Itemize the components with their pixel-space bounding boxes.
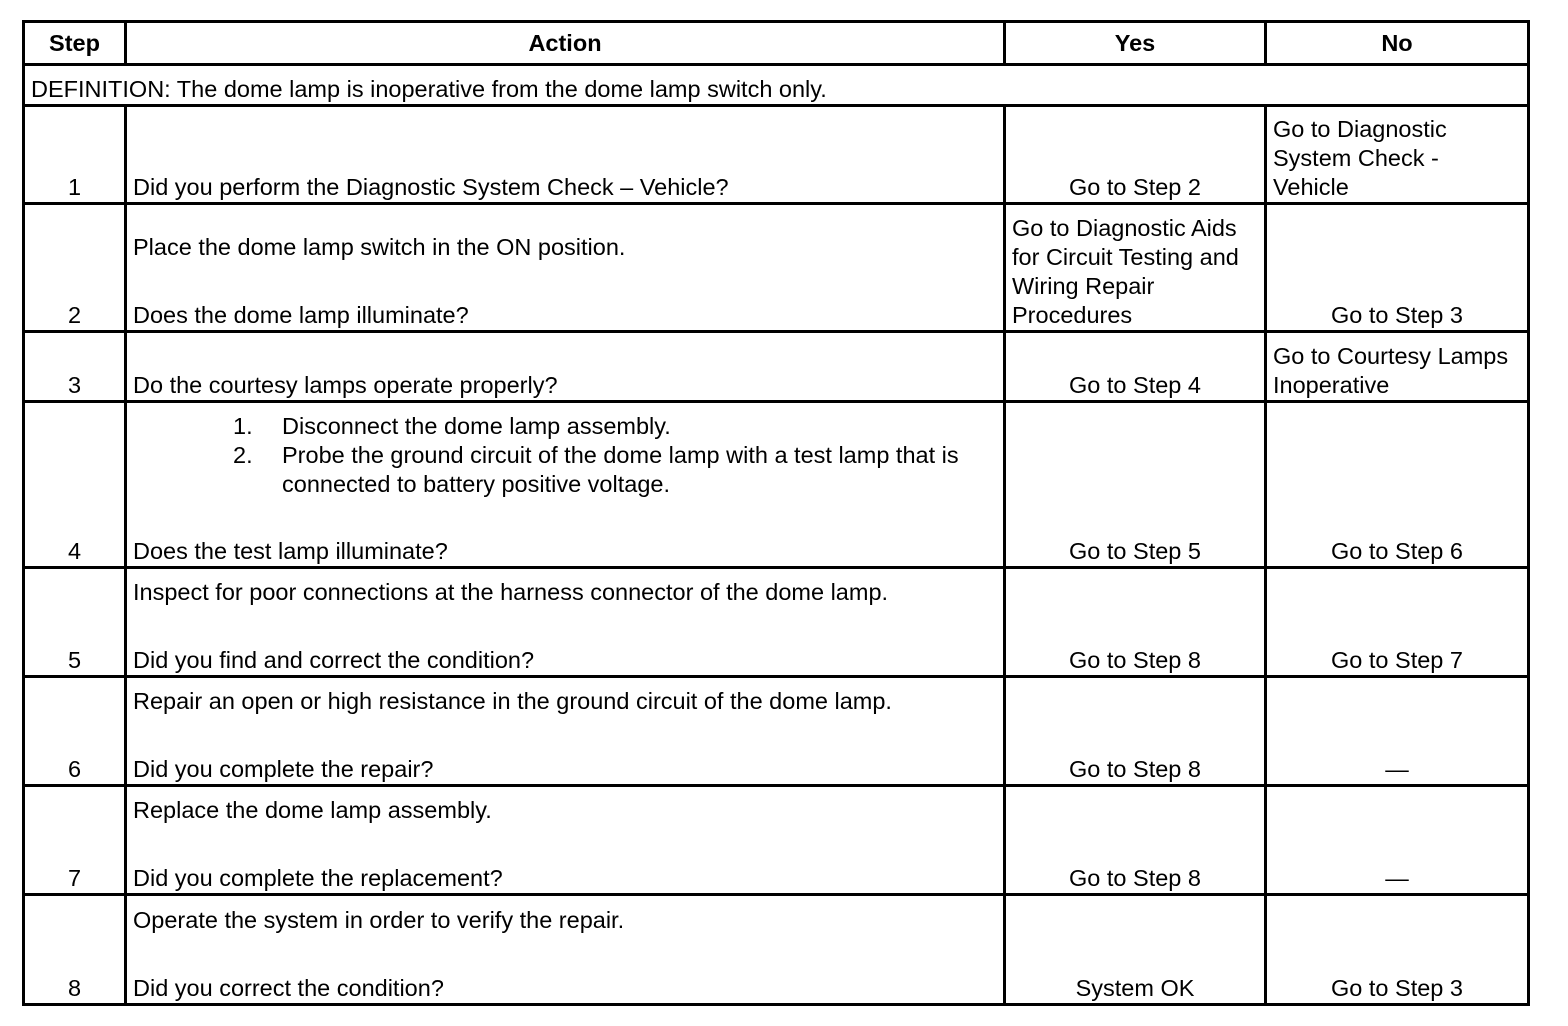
table-row-step-2: [24, 204, 1529, 332]
step-number: 2: [24, 204, 126, 332]
action-cell: [126, 204, 1005, 332]
action-text: Do the courtesy lamps operate properly?: [133, 372, 558, 398]
header-row: [24, 22, 1529, 65]
yes-cell: Go to Step 8: [1005, 786, 1266, 895]
table-row-step-5: [24, 568, 1529, 677]
step-number: 6: [24, 677, 126, 786]
yes-cell: Go to Step 8: [1005, 677, 1266, 786]
yes-cell: Go to Step 2: [1005, 106, 1266, 204]
table-row-step-4: [24, 402, 1529, 568]
substep-list: [133, 412, 997, 499]
no-cell: Go to Courtesy Lamps Inoperative: [1266, 332, 1529, 402]
action-text: Place the dome lamp switch in the ON position.: [133, 234, 626, 260]
action-question: Does the dome lamp illuminate?: [133, 302, 469, 328]
step-number: 4: [24, 402, 126, 568]
step-number: 7: [24, 786, 126, 895]
diagnostic-table: [22, 20, 1530, 1006]
action-question: Did you correct the condition?: [133, 975, 444, 1001]
definition-text: DEFINITION: The dome lamp is inoperative from the dome lamp switch only.: [24, 65, 1529, 106]
no-cell: Go to Diagnostic System Check - Vehicle: [1266, 106, 1529, 204]
action-text: Inspect for poor connections at the harness connector of the dome lamp.: [133, 579, 889, 605]
no-cell: Go to Step 7: [1266, 568, 1529, 677]
no-cell: —: [1266, 786, 1529, 895]
substep-text: Probe the ground circuit of the dome lamp with a test lamp that is connected to battery positive voltage.: [282, 442, 959, 497]
action-cell: [126, 106, 1005, 204]
substep-text: Disconnect the dome lamp assembly.: [282, 413, 671, 439]
step-number: 5: [24, 568, 126, 677]
action-text: Operate the system in order to verify the repair.: [133, 907, 625, 933]
step-number: 1: [24, 106, 126, 204]
no-cell: Go to Step 6: [1266, 402, 1529, 568]
no-cell: —: [1266, 677, 1529, 786]
list-item: [233, 412, 997, 441]
action-question: Did you complete the repair?: [133, 756, 434, 782]
action-cell: [126, 786, 1005, 895]
step-number: 8: [24, 895, 126, 1005]
header-yes: Yes: [1005, 22, 1266, 65]
action-question: Did you find and correct the condition?: [133, 647, 535, 673]
action-cell: [126, 568, 1005, 677]
action-question: Does the test lamp illuminate?: [133, 538, 448, 564]
header-action: Action: [126, 22, 1005, 65]
action-cell: [126, 332, 1005, 402]
table-row-step-7: [24, 786, 1529, 895]
list-item: [233, 441, 997, 499]
table-row-step-6: [24, 677, 1529, 786]
yes-cell: Go to Step 8: [1005, 568, 1266, 677]
yes-cell: Go to Step 5: [1005, 402, 1266, 568]
yes-cell: System OK: [1005, 895, 1266, 1005]
table-row-step-1: [24, 106, 1529, 204]
action-question: Did you complete the replacement?: [133, 865, 503, 891]
action-cell: [126, 895, 1005, 1005]
definition-row: [24, 65, 1529, 106]
header-step: Step: [24, 22, 126, 65]
step-number: 3: [24, 332, 126, 402]
header-no: No: [1266, 22, 1529, 65]
action-text: Replace the dome lamp assembly.: [133, 797, 492, 823]
substep-number: 2.: [233, 442, 253, 468]
action-cell: [126, 677, 1005, 786]
action-text: Repair an open or high resistance in the ground circuit of the dome lamp.: [133, 688, 892, 714]
substep-number: 1.: [233, 413, 253, 439]
no-cell: Go to Step 3: [1266, 895, 1529, 1005]
yes-cell: Go to Diagnostic Aids for Circuit Testing and Wiring Repair Procedures: [1005, 204, 1266, 332]
yes-cell: Go to Step 4: [1005, 332, 1266, 402]
no-cell: Go to Step 3: [1266, 204, 1529, 332]
action-cell: [126, 402, 1005, 568]
table-row-step-8: [24, 895, 1529, 1005]
table-row-step-3: [24, 332, 1529, 402]
action-text: Did you perform the Diagnostic System Check – Vehicle?: [133, 174, 729, 200]
